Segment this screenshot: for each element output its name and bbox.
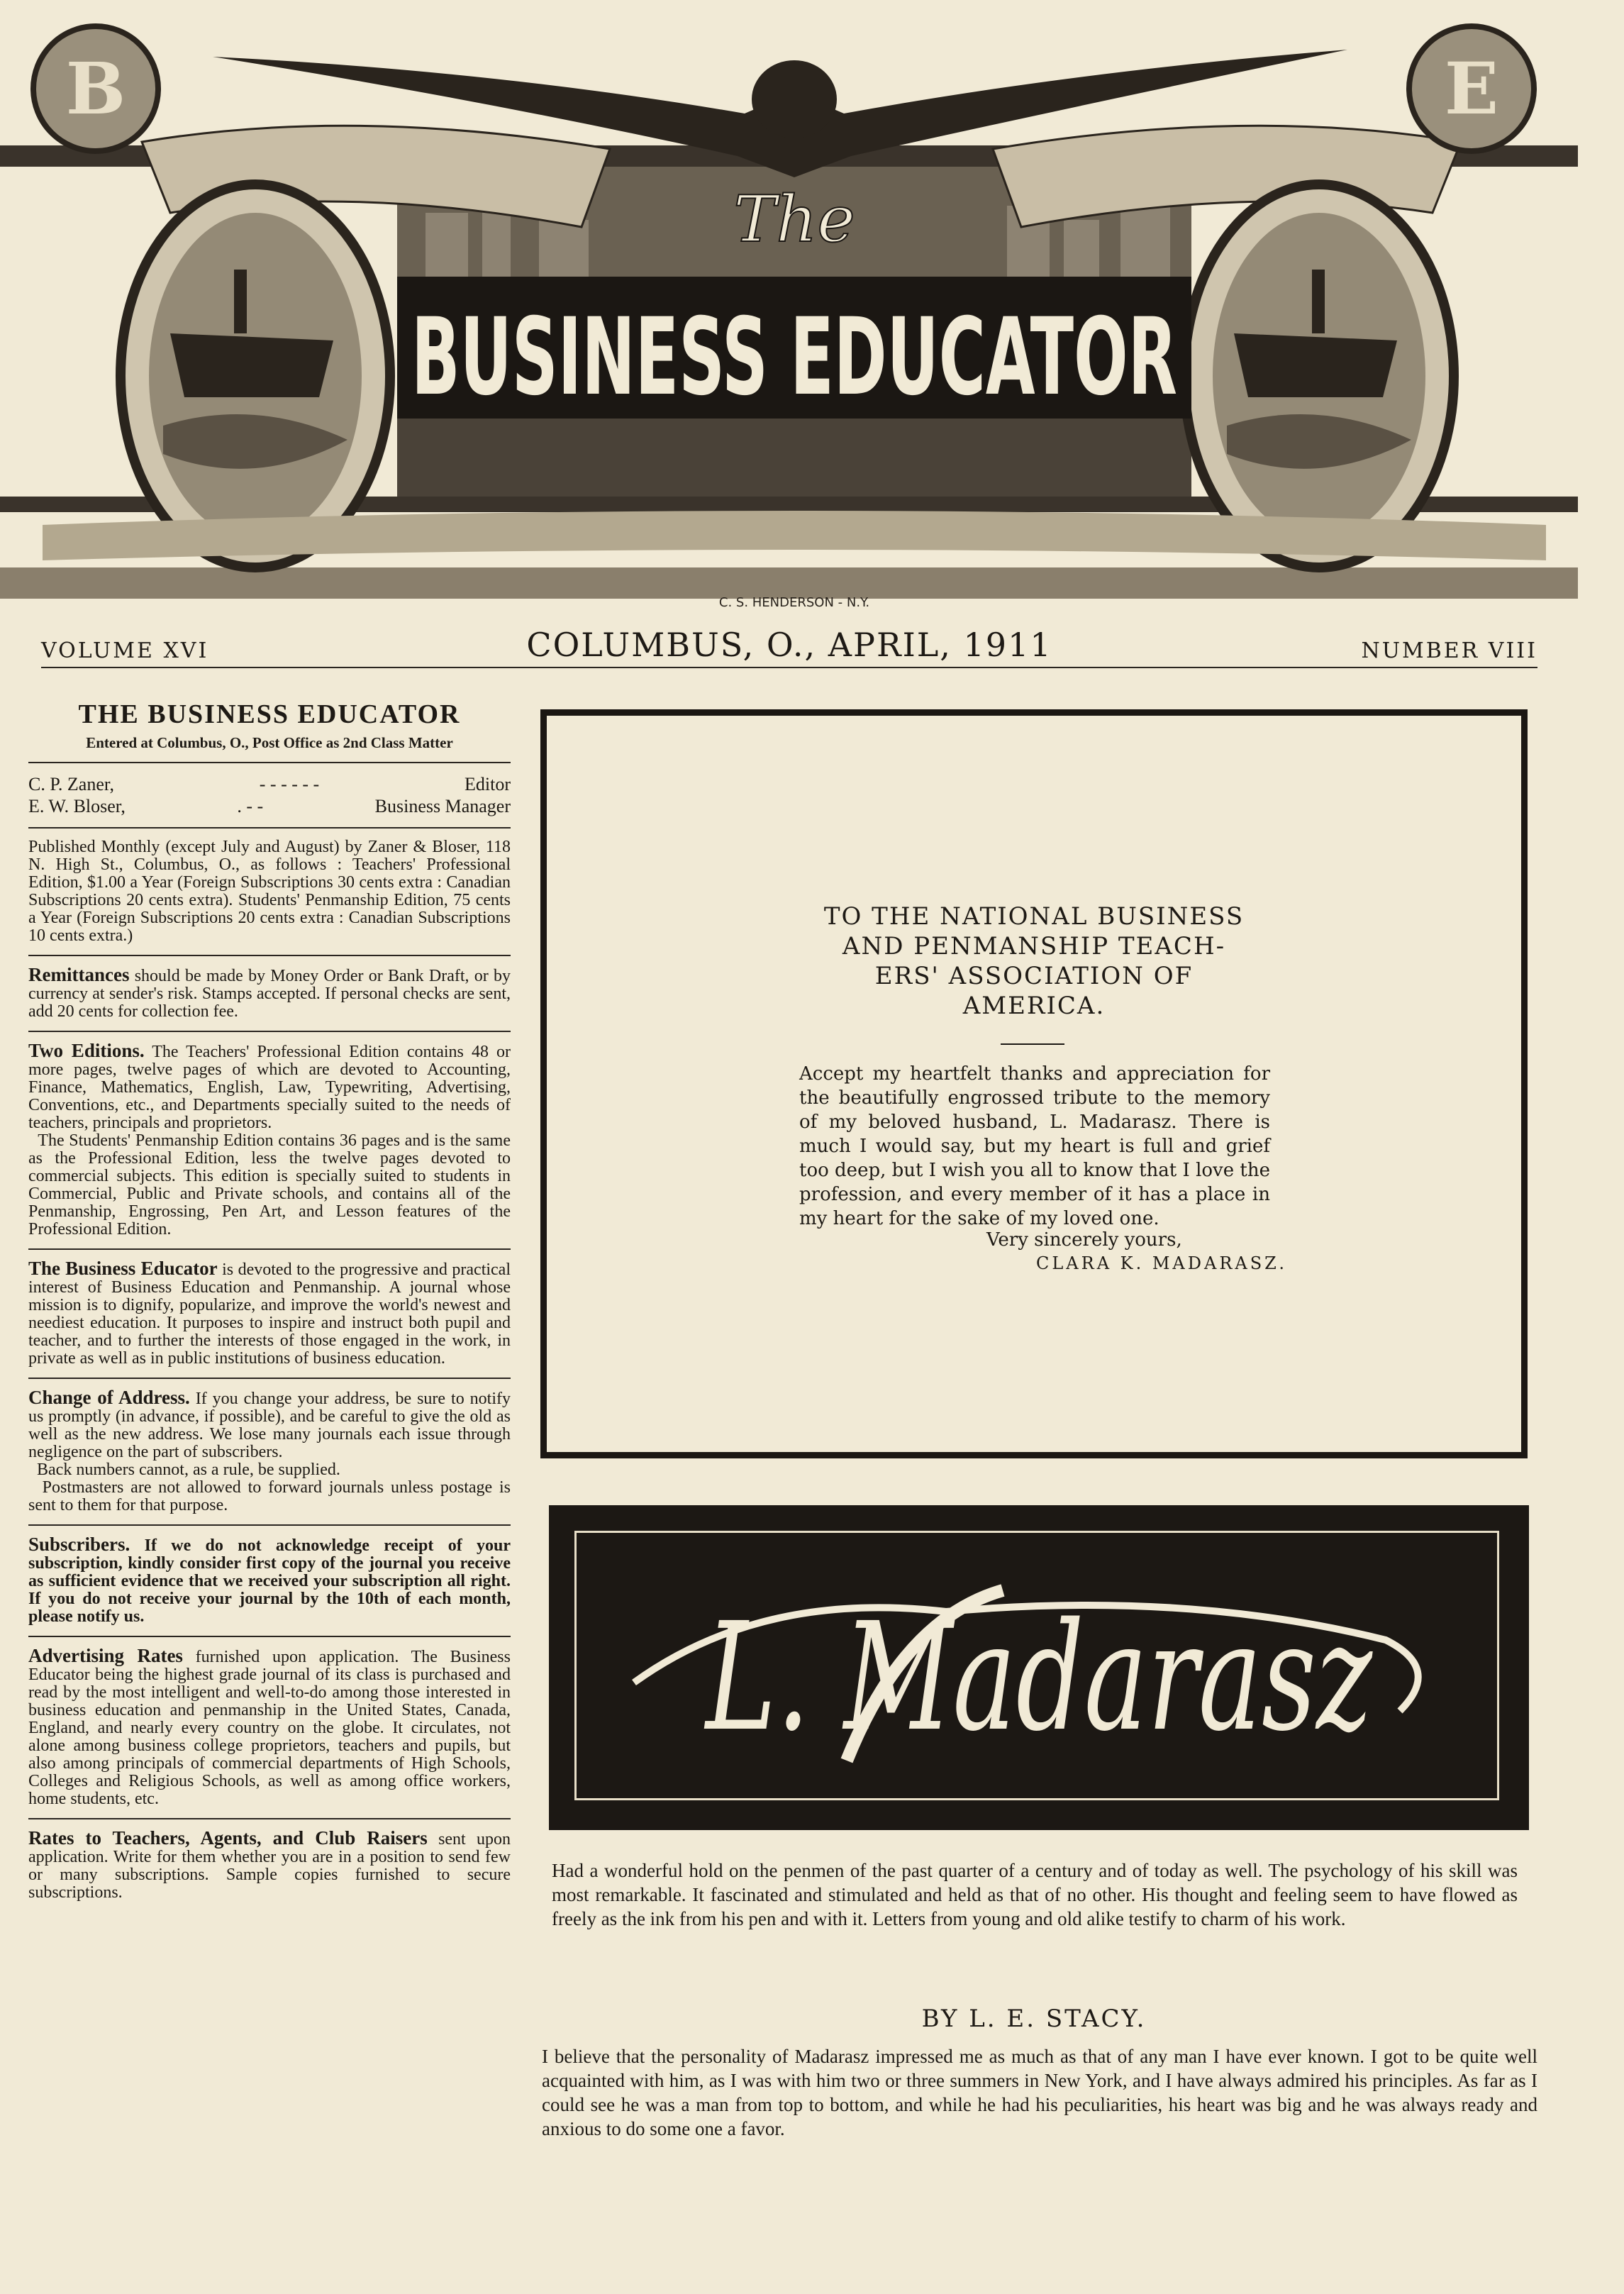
staff-manager: E. W. Bloser, . - - Business Manager — [28, 796, 511, 816]
svg-text:B: B — [65, 47, 126, 131]
ship-medallion-left — [121, 184, 390, 567]
remittances-section: Remittances should be made by Money Order or Bank Draft, or by currency at sender's risk. Stamps accepted. If personal checks are sent, add 20 cents for collection fee. — [28, 964, 511, 1021]
entry-notice: Entered at Columbus, O., Post Office as 2nd Class Matter — [86, 734, 453, 751]
rates-section: Rates to Teachers, Agents, and Club Raisers sent upon application. Write for them whether you are in a position to send few or many subscriptions. Sample copies furnished to secure subscriptions. — [28, 1827, 511, 1902]
article-paragraph-1: Had a wonderful hold on the penmen of the past quarter of a century and of today as well. The psychology of his skill was most remarkable. It fascinated and stimulated and held as that of no other. His thought and feeling seem to have flowed as freely as the ink from his pen and with it. Letters from young and old alike testify to charm of his work. — [552, 1860, 1518, 1929]
medallion-right — [1409, 26, 1534, 151]
sidebar-column — [28, 699, 511, 2273]
dateline — [41, 624, 1537, 668]
issue-number: NUMBER VIII — [1361, 638, 1537, 663]
volume-label: VOLUME XVI — [41, 638, 209, 663]
subscribers-section: Subscribers. If we do not acknowledge receipt of your subscription, kindly consider first copy of the journal you receive as sufficient evidence that we received your subscription all right. If you do not receive your journal by the 10th of each month, please notify us. — [28, 1534, 511, 1626]
masthead-base-band — [0, 567, 1578, 599]
medallion-left — [33, 26, 158, 151]
ship-medallion-right — [1184, 184, 1454, 567]
article-paragraph-2: I believe that the personality of Madarasz impressed me as much as that of any man I have ever known. I got to be quite well acquainted with him, as I was with him two or three summers in New York, and I have always admired his principles. As far as I could see he was a man from top to bottom, and while he had his peculiarities, his heart was big and he was always ready and anxious to do some one a favor. — [542, 2046, 1537, 2139]
masthead-title: BUSINESS EDUCATOR — [411, 296, 1177, 419]
publication-info: Published Monthly (except July and August) by Zaner & Bloser, 118 N. High St., Columbus, O., as follows : Teachers' Professional Edition, $1.00 a Year (Foreign Subscriptions 30 cents extra : Canadian Subscriptions 20 cents extra). Students' Penmanship Edition, 75 cents a Year (Foreign Subscriptions 20 cents extra : Canadian Subscriptions 10 cents extra.) — [28, 838, 511, 945]
tribute-message: Accept my heartfelt thanks and appreciation for the beautifully engrossed tribute to the memory of my beloved husband, L. Madarasz. There is much I would say, but my heart is full and grief too deep, but I wish you all to know that I love the profession, and every member of it has a place in my heart for the sake of my loved one. — [799, 1063, 1270, 1229]
staff-editor: C. P. Zaner, - - - - - - Editor — [28, 774, 511, 794]
tribute-closing: Very sincerely yours, — [986, 1229, 1182, 1251]
madarasz-script: L. Madarasz — [703, 1590, 1373, 1764]
advertising-section: Advertising Rates furnished upon application. The Business Educator being the highest grade journal of its class is purchased and read by the most intelligent and well-to-do among those interested in business education and penmanship in the United States, Canada, England, and nearly every country on the globe. It circulates, not alone among business college proprietors, teachers and pupils, but also among principals of commercial departments of High Schools, Colleges and Religious Schools, as well as among office workers, home students, etc. — [28, 1645, 511, 1808]
tribute-heading: TO THE NATIONAL BUSINESS AND PENMANSHIP TEACH- ERS' ASSOCIATION OF AMERICA. — [823, 902, 1245, 1020]
masthead-banner — [0, 0, 1624, 610]
sidebar-title: THE BUSINESS EDUCATOR — [78, 699, 461, 729]
article-byline: BY L. E. STACY. — [921, 2005, 1147, 2033]
mission-section: The Business Educator is devoted to the progressive and practical interest of Business Education and Penmanship. A journal whose mission is to dignify, popularize, and improve the world's newest and neediest education. It purposes to inspire and instruct both pupil and teacher, and to further the interests of those engaged in the work, in private as well as in public institutions of business education. — [28, 1258, 511, 1368]
tribute-box — [540, 709, 1528, 1458]
madarasz-signature-panel — [549, 1505, 1529, 1830]
engraver-credit: C. S. HENDERSON - N.Y. — [718, 595, 870, 610]
tribute-signature: CLARA K. MADARASZ. — [1036, 1253, 1288, 1273]
change-address-section: Change of Address. If you change your address, be sure to notify us promptly (in advance, if possible), and be careful to give the old as well as the new address. We lose many journals each issue through negligence on the part of subscribers. Back numbers cannot, as a rule, be supplied. Postmasters are not allowed to forward journals unless postage is sent to them for that purpose. — [28, 1387, 511, 1514]
two-editions-section: Two Editions. The Teachers' Professional Edition contains 48 or more pages, twelve pages of which are devoted to Accounting, Finance, Mathematics, English, Law, Typewriting, Advertising, Conventions, etc., and Departments specially suited to the needs of teachers, principals and proprietors. The Students' Penmanship Edition contains 36 pages and is the same as the Professional Edition, less the twelve pages devoted to commercial subjects. This edition is specially suited to students in Commercial, Public and Private schools, and contains all of the Penmanship, Engrossing, Pen Art, and Lesson features of the Professional Edition. — [28, 1040, 511, 1239]
masthead-the: The — [733, 182, 855, 257]
svg-text:E: E — [1444, 47, 1499, 131]
place-date: COLUMBUS, O., APRIL, 1911 — [526, 626, 1052, 664]
